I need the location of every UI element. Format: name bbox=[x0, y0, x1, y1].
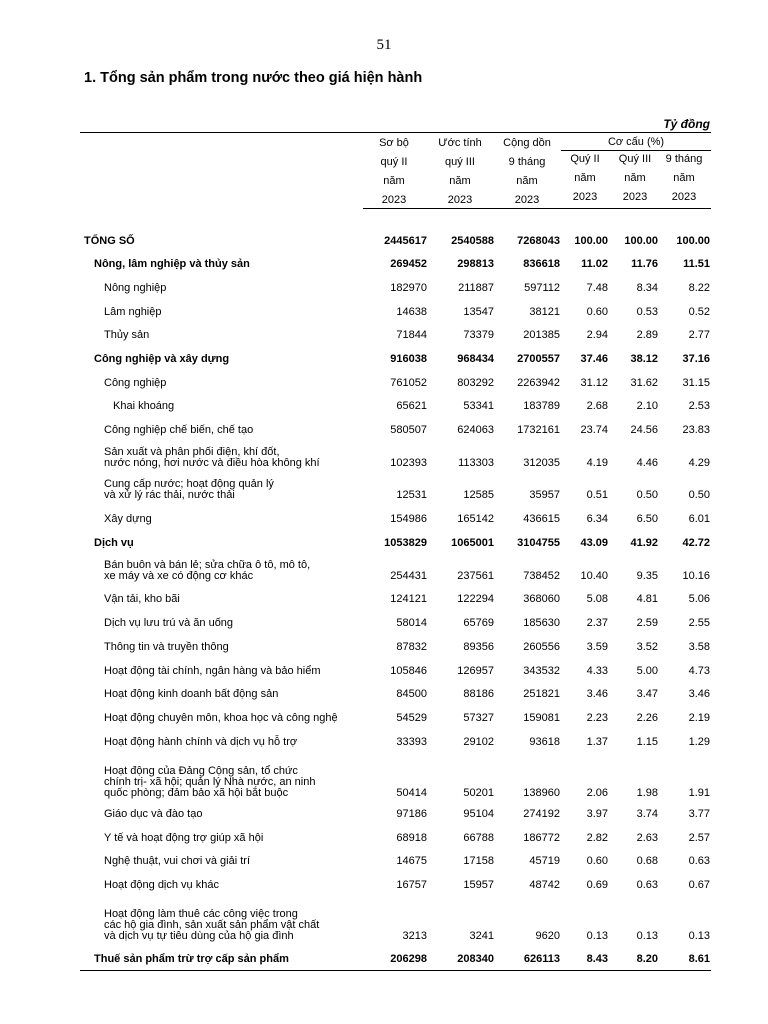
cell-value: 803292 bbox=[457, 377, 494, 389]
row-label: Giáo dục và đào tạo bbox=[104, 808, 203, 820]
cell-value: 7.48 bbox=[586, 282, 608, 294]
cell-value: 3.59 bbox=[586, 641, 608, 653]
cell-value: 100.00 bbox=[574, 235, 608, 247]
row-label: Xây dựng bbox=[104, 513, 152, 525]
cell-value: 100.00 bbox=[676, 235, 710, 247]
cell-value: 0.50 bbox=[688, 489, 710, 501]
cell-value: 2.55 bbox=[688, 617, 710, 629]
cell-value: 3241 bbox=[469, 930, 494, 942]
cell-value: 2.77 bbox=[688, 329, 710, 341]
cell-value: 5.00 bbox=[636, 665, 658, 677]
cell-value: 29102 bbox=[463, 736, 494, 748]
cell-value: 5.08 bbox=[586, 593, 608, 605]
header-cell: 2023 bbox=[572, 191, 598, 203]
cell-value: 14638 bbox=[396, 306, 427, 318]
cell-value: 15957 bbox=[463, 879, 494, 891]
cell-value: 6.50 bbox=[636, 513, 658, 525]
cell-value: 11.51 bbox=[683, 258, 710, 270]
cell-value: 9620 bbox=[535, 930, 560, 942]
cell-value: 312035 bbox=[523, 457, 560, 469]
header-cell: 2023 bbox=[514, 194, 540, 206]
row-label: Nghệ thuật, vui chơi và giải trí bbox=[104, 855, 251, 867]
header-cell: 9 tháng bbox=[508, 156, 546, 168]
cell-value: 10.16 bbox=[682, 570, 710, 582]
page-title: 1. Tổng sản phẩm trong nước theo giá hiện hành bbox=[84, 70, 423, 86]
cell-value: 436615 bbox=[523, 513, 560, 525]
row-label: Hoạt động làm thuê các công việc trong các hộ gia đình, sản xuất sản phẩm vật chất và dịch vụ tự tiêu dùng của hộ gia đình bbox=[104, 908, 320, 942]
cell-value: 87832 bbox=[396, 641, 427, 653]
row-label: Vận tải, kho bãi bbox=[104, 593, 180, 605]
row-label: Y tế và hoạt động trợ giúp xã hội bbox=[104, 832, 264, 844]
cell-value: 16757 bbox=[396, 879, 427, 891]
cell-value: 0.13 bbox=[636, 930, 658, 942]
cell-value: 5.06 bbox=[688, 593, 710, 605]
cell-value: 8.43 bbox=[586, 953, 608, 965]
cell-value: 9.35 bbox=[636, 570, 658, 582]
cell-value: 2.26 bbox=[636, 712, 658, 724]
cell-value: 2.06 bbox=[586, 787, 608, 799]
cell-value: 8.22 bbox=[688, 282, 710, 294]
cell-value: 3.47 bbox=[636, 688, 658, 700]
cell-value: 2700557 bbox=[517, 353, 560, 365]
unit-label: Tỷ đồng bbox=[663, 117, 710, 131]
cell-value: 4.19 bbox=[586, 457, 608, 469]
cell-value: 269452 bbox=[390, 258, 427, 270]
cell-value: 58014 bbox=[396, 617, 427, 629]
cell-value: 23.83 bbox=[682, 424, 710, 436]
cell-value: 2263942 bbox=[517, 377, 560, 389]
row-label: Bán buôn và bán lẻ; sửa chữa ô tô, mô tô, xe máy và xe có động cơ khác bbox=[104, 559, 311, 582]
cell-value: 0.53 bbox=[636, 306, 658, 318]
cell-value: 0.13 bbox=[688, 930, 710, 942]
cell-value: 89356 bbox=[463, 641, 494, 653]
row-label: Công nghiệp và xây dựng bbox=[94, 353, 230, 365]
header-cell: năm bbox=[383, 175, 405, 187]
cell-value: 65621 bbox=[396, 400, 427, 412]
cell-value: 2.82 bbox=[586, 832, 608, 844]
cell-value: 1.98 bbox=[636, 787, 658, 799]
row-label: Hoạt động tài chính, ngân hàng và bảo hiểm bbox=[104, 665, 321, 677]
page-number: 51 bbox=[376, 37, 392, 53]
cell-value: 1.37 bbox=[586, 736, 608, 748]
cell-value: 2.53 bbox=[688, 400, 710, 412]
row-label: Dịch vụ lưu trú và ăn uống bbox=[104, 617, 234, 629]
cell-value: 3213 bbox=[402, 930, 427, 942]
cell-value: 24.56 bbox=[630, 424, 658, 436]
row-label: Hoạt động dịch vụ khác bbox=[104, 879, 219, 891]
row-label: Dịch vụ bbox=[94, 537, 134, 549]
cell-value: 84500 bbox=[396, 688, 427, 700]
header-cell: Sơ bộ bbox=[379, 137, 409, 149]
cell-value: 10.40 bbox=[580, 570, 608, 582]
cell-value: 31.62 bbox=[630, 377, 658, 389]
header-cell: năm bbox=[624, 172, 646, 184]
cell-value: 968434 bbox=[457, 353, 494, 365]
header-cell: năm bbox=[516, 175, 538, 187]
cell-value: 23.74 bbox=[580, 424, 608, 436]
cell-value: 761052 bbox=[390, 377, 427, 389]
cell-value: 3.58 bbox=[688, 641, 710, 653]
header-cell: 2023 bbox=[671, 191, 697, 203]
cell-value: 73379 bbox=[463, 329, 494, 341]
cell-value: 37.16 bbox=[682, 353, 710, 365]
cell-value: 57327 bbox=[463, 712, 494, 724]
cell-value: 154986 bbox=[390, 513, 427, 525]
cell-value: 43.09 bbox=[580, 537, 608, 549]
cell-value: 38121 bbox=[529, 306, 560, 318]
cell-value: 138960 bbox=[523, 787, 560, 799]
row-label: Khai khoáng bbox=[113, 400, 175, 412]
cell-value: 254431 bbox=[390, 570, 427, 582]
cell-value: 88186 bbox=[463, 688, 494, 700]
cell-value: 1.15 bbox=[636, 736, 658, 748]
cell-value: 113303 bbox=[458, 457, 494, 469]
cell-value: 93618 bbox=[529, 736, 560, 748]
cell-value: 0.63 bbox=[636, 879, 658, 891]
header-cell: quý II bbox=[380, 156, 408, 168]
cell-value: 12585 bbox=[463, 489, 494, 501]
cell-value: 2.37 bbox=[586, 617, 608, 629]
cell-value: 7268043 bbox=[517, 235, 560, 247]
row-label: Cung cấp nước; hoạt động quản lý và xử lý rác thải, nước thải bbox=[104, 478, 274, 501]
cell-value: 41.92 bbox=[630, 537, 658, 549]
cell-value: 185630 bbox=[523, 617, 560, 629]
header-cell: năm bbox=[673, 172, 695, 184]
row-label: Sản xuất và phân phối điện, khí đốt, nước nóng, hơi nước và điều hòa không khí bbox=[104, 446, 320, 469]
table-bottom-rule bbox=[80, 970, 711, 971]
cell-value: 126957 bbox=[457, 665, 494, 677]
cell-value: 0.67 bbox=[688, 879, 710, 891]
cell-value: 3.97 bbox=[586, 808, 608, 820]
cell-value: 4.33 bbox=[586, 665, 608, 677]
cell-value: 0.63 bbox=[688, 855, 710, 867]
row-label: Nông, lâm nghiệp và thủy sản bbox=[94, 258, 250, 270]
cell-value: 68918 bbox=[396, 832, 427, 844]
row-label: Lâm nghiệp bbox=[104, 306, 162, 318]
cell-value: 11.02 bbox=[581, 258, 608, 270]
cell-value: 53341 bbox=[463, 400, 494, 412]
row-label: Hoạt động của Đảng Cộng sản, tổ chức chính trị- xã hội; quản lý Nhà nước, an ninh quốc phòng; đảm bảo xã hội bắt buộc bbox=[104, 765, 316, 799]
cell-value: 42.72 bbox=[682, 537, 710, 549]
cell-value: 343532 bbox=[523, 665, 560, 677]
cell-value: 4.46 bbox=[636, 457, 658, 469]
cell-value: 50414 bbox=[396, 787, 427, 799]
cell-value: 206298 bbox=[390, 953, 427, 965]
cell-value: 38.12 bbox=[630, 353, 658, 365]
cell-value: 4.29 bbox=[688, 457, 710, 469]
cell-value: 298813 bbox=[457, 258, 494, 270]
cell-value: 97186 bbox=[396, 808, 427, 820]
cell-value: 13547 bbox=[463, 306, 494, 318]
cell-value: 54529 bbox=[396, 712, 427, 724]
cell-value: 17158 bbox=[463, 855, 494, 867]
cell-value: 2540588 bbox=[451, 235, 494, 247]
cell-value: 8.34 bbox=[636, 282, 658, 294]
cell-value: 4.81 bbox=[636, 593, 658, 605]
header-cell: 2023 bbox=[381, 194, 407, 206]
cell-value: 3.46 bbox=[688, 688, 710, 700]
header-cell: năm bbox=[449, 175, 471, 187]
cell-value: 0.13 bbox=[586, 930, 608, 942]
cell-value: 105846 bbox=[390, 665, 427, 677]
header-cell: 2023 bbox=[622, 191, 648, 203]
cell-value: 211887 bbox=[458, 282, 494, 294]
cell-value: 3.46 bbox=[586, 688, 608, 700]
cell-value: 11.76 bbox=[631, 258, 658, 270]
row-label: TỔNG SỐ bbox=[84, 235, 135, 247]
cell-value: 183789 bbox=[523, 400, 560, 412]
cell-value: 2.19 bbox=[688, 712, 710, 724]
cell-value: 31.12 bbox=[580, 377, 608, 389]
cell-value: 0.52 bbox=[688, 306, 710, 318]
structure-header: Cơ cấu (%) bbox=[607, 136, 665, 148]
cell-value: 3.52 bbox=[636, 641, 658, 653]
cell-value: 2.57 bbox=[688, 832, 710, 844]
cell-value: 2.89 bbox=[636, 329, 658, 341]
header-cell: quý III bbox=[445, 156, 475, 168]
cell-value: 2.94 bbox=[586, 329, 608, 341]
cell-value: 102393 bbox=[390, 457, 427, 469]
cell-value: 368060 bbox=[523, 593, 560, 605]
cell-value: 165142 bbox=[457, 513, 494, 525]
cell-value: 237561 bbox=[457, 570, 494, 582]
cell-value: 1053829 bbox=[384, 537, 427, 549]
cell-value: 6.01 bbox=[688, 513, 710, 525]
cell-value: 836618 bbox=[523, 258, 560, 270]
cell-value: 35957 bbox=[529, 489, 560, 501]
cell-value: 14675 bbox=[396, 855, 427, 867]
cell-value: 66788 bbox=[463, 832, 494, 844]
cell-value: 12531 bbox=[396, 489, 427, 501]
cell-value: 0.69 bbox=[586, 879, 608, 891]
cell-value: 45719 bbox=[529, 855, 560, 867]
cell-value: 260556 bbox=[523, 641, 560, 653]
cell-value: 0.68 bbox=[636, 855, 658, 867]
cell-value: 208340 bbox=[457, 953, 494, 965]
header-cell: Cộng dồn bbox=[503, 137, 551, 149]
cell-value: 2.23 bbox=[586, 712, 608, 724]
cell-value: 624063 bbox=[457, 424, 494, 436]
row-label: Công nghiệp chế biến, chế tạo bbox=[104, 424, 254, 436]
cell-value: 916038 bbox=[390, 353, 427, 365]
cell-value: 2445617 bbox=[384, 235, 427, 247]
header-cell: 9 tháng bbox=[665, 153, 703, 165]
header-cell: 2023 bbox=[447, 194, 473, 206]
cell-value: 65769 bbox=[463, 617, 494, 629]
row-label: Thông tin và truyền thông bbox=[104, 641, 229, 653]
row-label: Thuế sản phẩm trừ trợ cấp sản phẩm bbox=[94, 953, 289, 965]
cell-value: 580507 bbox=[390, 424, 427, 436]
cell-value: 100.00 bbox=[624, 235, 658, 247]
cell-value: 71844 bbox=[396, 329, 427, 341]
header-cell: Quý II bbox=[570, 153, 600, 165]
cell-value: 3.77 bbox=[688, 808, 710, 820]
cell-value: 48742 bbox=[529, 879, 560, 891]
header-cell: Ước tính bbox=[438, 137, 482, 149]
cell-value: 201385 bbox=[523, 329, 560, 341]
cell-value: 0.60 bbox=[586, 306, 608, 318]
cell-value: 597112 bbox=[524, 282, 560, 294]
row-label: Hoạt động kinh doanh bất động sản bbox=[104, 688, 279, 700]
row-label: Công nghiệp bbox=[104, 377, 167, 389]
row-label: Nông nghiệp bbox=[104, 282, 167, 294]
cell-value: 50201 bbox=[463, 787, 494, 799]
cell-value: 1065001 bbox=[451, 537, 494, 549]
cell-value: 159081 bbox=[523, 712, 560, 724]
cell-value: 1.29 bbox=[688, 736, 710, 748]
cell-value: 0.51 bbox=[586, 489, 608, 501]
cell-value: 95104 bbox=[463, 808, 494, 820]
cell-value: 251821 bbox=[523, 688, 560, 700]
cell-value: 626113 bbox=[523, 953, 560, 965]
row-label: Hoạt động hành chính và dịch vụ hỗ trợ bbox=[104, 736, 298, 748]
header-cell: Quý III bbox=[618, 153, 652, 165]
cell-value: 186772 bbox=[523, 832, 560, 844]
cell-value: 2.63 bbox=[636, 832, 658, 844]
row-label: Hoạt động chuyên môn, khoa học và công nghệ bbox=[104, 712, 338, 724]
cell-value: 2.68 bbox=[586, 400, 608, 412]
cell-value: 3104755 bbox=[517, 537, 560, 549]
cell-value: 3.74 bbox=[636, 808, 658, 820]
cell-value: 37.46 bbox=[580, 353, 608, 365]
cell-value: 274192 bbox=[523, 808, 560, 820]
cell-value: 124121 bbox=[390, 593, 427, 605]
cell-value: 738452 bbox=[523, 570, 560, 582]
cell-value: 4.73 bbox=[688, 665, 710, 677]
cell-value: 1.91 bbox=[688, 787, 710, 799]
cell-value: 0.60 bbox=[586, 855, 608, 867]
cell-value: 0.50 bbox=[636, 489, 658, 501]
cell-value: 182970 bbox=[390, 282, 427, 294]
cell-value: 122294 bbox=[457, 593, 494, 605]
cell-value: 2.59 bbox=[636, 617, 658, 629]
header-cell: năm bbox=[574, 172, 596, 184]
row-label: Thủy sản bbox=[104, 329, 150, 341]
cell-value: 8.61 bbox=[688, 953, 710, 965]
cell-value: 31.15 bbox=[682, 377, 710, 389]
cell-value: 33393 bbox=[396, 736, 427, 748]
cell-value: 8.20 bbox=[636, 953, 658, 965]
cell-value: 1732161 bbox=[517, 424, 560, 436]
cell-value: 2.10 bbox=[636, 400, 658, 412]
cell-value: 6.34 bbox=[586, 513, 608, 525]
